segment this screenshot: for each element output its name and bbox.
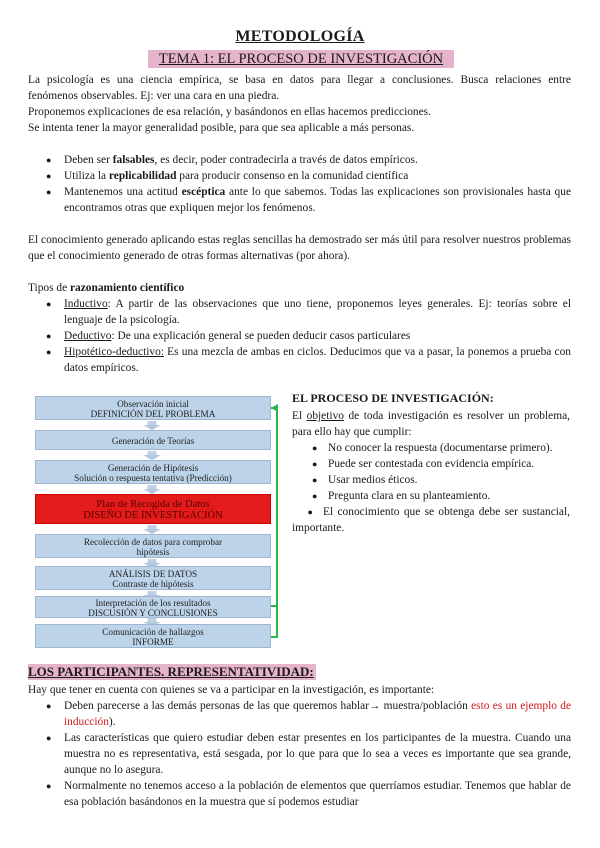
process-section — [292, 390, 570, 536]
intro-line-4: Se intenta tener la mayor generalidad posible, para que sea aplicable a más personas. — [28, 122, 415, 134]
down-arrow-icon — [143, 525, 161, 534]
page-title: METODOLOGÍA — [235, 28, 365, 45]
reasoning-item-inductive: ● Inductivo: A partir de las observaciones que uno tiene, proponemos leyes generales. Ej: teorías sobre el lenguaje de la psicología. — [28, 296, 571, 328]
participants-list — [28, 698, 571, 810]
process-item: ● No conocer la respuesta (documentarse primero). — [292, 440, 570, 456]
feedback-loop-branch — [271, 605, 278, 607]
reasoning-item-deductive: ● Deductivo: De una explicación general se pueden deducir casos particulares — [28, 328, 571, 344]
process-title: EL PROCESO DE INVESTIGACIÓN: — [292, 391, 494, 405]
participants-title: LOS PARTICIPANTES. REPRESENTATIVIDAD: — [28, 664, 314, 679]
process-item: ● Usar medios éticos. — [292, 472, 570, 488]
process-objective: El objetivo de toda investigación es resolver un problema, para ello hay que cumplir: — [292, 410, 570, 438]
participants-intro: Hay que tener en cuenta con quienes se va a participar en la investigación, es importante: — [28, 684, 435, 696]
intro-paragraphs — [28, 72, 571, 136]
intro-line-3: Proponemos explicaciones de esa relación, y basándonos en ellas hacemos predicciones. — [28, 106, 431, 118]
down-arrow-icon — [143, 451, 161, 460]
feedback-loop-line — [276, 408, 278, 637]
participants-item: ● Deben parecerse a las demás personas de las que queremos hablar→ muestra/población esto es un ejemplo de inducción). — [28, 698, 571, 730]
left-arrow-icon — [271, 404, 278, 412]
research-process-diagram — [35, 394, 285, 650]
reasoning-list — [28, 296, 571, 376]
diagram-step-5: Recolección de datos para comprobar hipótesis — [35, 534, 271, 558]
participants-item: ● Normalmente no tenemos acceso a la población de elementos que querríamos estudiar. Tenemos que hablar de esa población basándonos en la muestra que sí podemos estudiar — [28, 778, 571, 810]
reasoning-item-hypothetico: ● Hipotético-deductivo: Es una mezcla de ambas en ciclos. Deducimos que va a pasar, la ponemos a prueba con datos empíricos. — [28, 344, 571, 376]
participants-item: ● Las características que quiero estudiar deben estar presentes en los participantes de la muestra. Cuando una muestra no es representativa, está sesgada, por lo que para que lo sea a veces es importante que sea grande, aunque no lo asegura. — [28, 730, 571, 778]
process-last-item: ● El conocimiento que se obtenga debe ser sustancial, importante. — [292, 506, 570, 534]
participants-section — [28, 682, 571, 808]
process-item: ● Pregunta clara en su planteamiento. — [292, 488, 570, 504]
rule-item: ● Deben ser falsables, es decir, poder contradecirla a través de datos empíricos. — [28, 152, 571, 168]
rule-item: ● Mantenemos una actitud escéptica ante lo que sabemos. Todas las explicaciones son provisionales hasta que encontramos otras que expliquen mejor los fenómenos. — [28, 184, 571, 216]
bullet-icon: ● — [306, 507, 315, 517]
diagram-step-7: Interpretación de los resultados DISCUSIÓN Y CONCLUSIONES — [35, 596, 271, 618]
intro-line-1: La psicología es una ciencia empírica, se basa en datos para llegar a conclusiones. Busca relaciones entre — [28, 74, 571, 86]
knowledge-paragraph: El conocimiento generado aplicando estas reglas sencillas ha demostrado ser más útil para resolver nuestros problemas que el conocimiento generado de otras formas alternativas (por ahora). — [28, 234, 571, 262]
rules-list — [28, 152, 571, 216]
diagram-step-3: Generación de Hipótesis Solución o respuesta tentativa (Predicción) — [35, 460, 271, 484]
process-list — [292, 440, 570, 504]
feedback-loop-bottom — [271, 636, 278, 638]
down-arrow-icon — [143, 421, 161, 430]
reasoning-intro: Tipos de razonamiento científico — [28, 282, 185, 294]
diagram-step-4: Plan de Recogida de Datos DISEÑO DE INVESTIGACIÓN — [35, 494, 271, 524]
reasoning-section — [28, 280, 571, 374]
diagram-step-1: Observación inicial DEFINICIÓN DEL PROBLEMA — [35, 396, 271, 420]
diagram-step-6: ANÁLISIS DE DATOS Contraste de hipótesis — [35, 566, 271, 590]
down-arrow-icon — [143, 485, 161, 494]
intro-line-2: fenómenos observables. Ej: ver una cara en una piedra. — [28, 90, 280, 102]
diagram-step-8: Comunicación de hallazgos INFORME — [35, 624, 271, 648]
rule-item: ● Utiliza la replicabilidad para producir consenso en la comunidad científica — [28, 168, 571, 184]
process-item: ● Puede ser contestada con evidencia empírica. — [292, 456, 570, 472]
chapter-title: TEMA 1: EL PROCESO DE INVESTIGACIÓN — [148, 50, 454, 68]
diagram-step-2: Generación de Teorías — [35, 430, 271, 450]
